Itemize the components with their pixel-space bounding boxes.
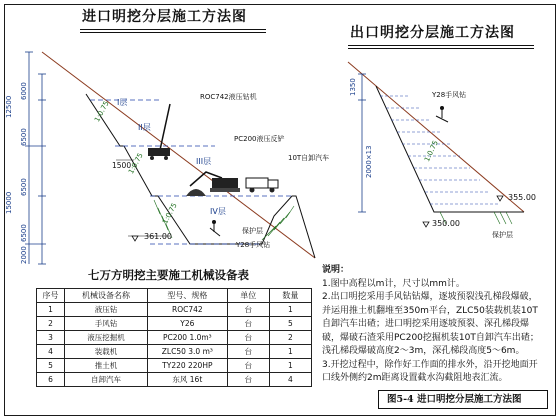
cell: 东风 16t [147,373,227,387]
col-header: 型号、规格 [147,289,227,303]
cell: 台 [227,303,269,317]
offset-1500: 1500 [112,161,132,170]
label-y28-right: Y28手风钻 [432,91,467,99]
dim-6500-c: 6500 [20,224,28,242]
dim-6500-a: 6500 [20,128,28,146]
layer-label-1: I层 [117,98,128,107]
layer-label-4: IV层 [210,207,226,216]
figure-caption: 图5-4 进口明挖分层施工方法图 [387,394,522,405]
slope-ratio-2: 1:0.75 [127,151,145,176]
cell: 台 [227,331,269,345]
right-natural-ground-line [348,62,524,212]
cell: 4 [269,373,311,387]
table-row [37,359,312,373]
cell: 5 [37,359,65,373]
col-header: 单位 [227,289,269,303]
cell: 装载机 [65,345,148,359]
layer-label-3: III层 [196,157,212,166]
col-header: 序号 [37,289,65,303]
elevation-355: 355.00 [508,193,536,202]
slope-ratio-3: 1:0.75 [161,201,179,226]
cell: 2 [37,317,65,331]
cell: 4 [37,345,65,359]
cell: ROC742 [147,303,227,317]
label-y28-left: Y28手风钻 [236,241,271,249]
table-header-row [37,289,312,303]
dim-6500-b: 6500 [20,178,28,196]
right-hand-drill-icon [436,106,448,122]
layer-label-2: II层 [138,123,151,132]
elevation-350: 350.00 [432,219,460,228]
table-row [37,373,312,387]
cell: 1 [37,303,65,317]
dim-2000: 2000 [20,246,28,264]
cell: 1 [269,345,311,359]
caption-box [378,390,548,409]
cell: 液压挖掘机 [65,331,148,345]
slope-ratio-1: 1:0.75 [93,99,111,124]
cell: 台 [227,317,269,331]
cell: 台 [227,373,269,387]
hand-drill-worker-icon [210,220,220,236]
cell: 推土机 [65,359,148,373]
cell: Y26 [147,317,227,331]
notes-block [322,264,544,386]
label-protection-layer-right: 保护层 [492,231,513,239]
right-slope-ratio: 1:0.75 [423,139,440,163]
cell: TY220 220HP [147,359,227,373]
left-diagram-title: 进口明挖分层施工方法图 [82,9,247,25]
cell: 1 [269,359,311,373]
right-bench-lines [380,96,500,204]
equipment-table-title: 七万方明挖主要施工机械设备表 [88,268,249,282]
dump-truck-icon [246,178,278,193]
cell: 1 [269,303,311,317]
cell: 6 [37,373,65,387]
col-header: 机械设备名称 [65,289,148,303]
dim-6000: 6000 [20,82,28,100]
right-dim-2000x13: 2000×13 [365,145,373,178]
table-row [37,303,312,317]
cell: 3 [37,331,65,345]
drill-rig-icon [148,104,170,160]
elevation-marker [132,236,138,241]
label-dump-truck: 10T自卸汽车 [288,154,330,162]
elevation-361: 361.00 [144,232,172,241]
cell: 手风钻 [65,317,148,331]
equipment-table [36,288,312,387]
label-roc742: ROC742液压钻机 [200,93,257,101]
dim-12500: 12500 [5,95,13,118]
cell: 5 [269,317,311,331]
right-elevation-marker-355 [497,196,503,201]
note-item: 1.图中高程以m计，尺寸以mm计。 [322,278,465,289]
dim-15000: 15000 [5,191,13,214]
cell: ZLC50 3.0 m³ [147,345,227,359]
col-header: 数量 [269,289,311,303]
excavator-icon [186,172,240,196]
table-row [37,345,312,359]
notes-heading: 说明： [322,265,350,275]
label-pc200: PC200液压反铲 [234,135,285,143]
right-elevation-marker-350 [423,222,429,227]
right-diagram-title: 出口明挖分层施工方法图 [350,25,515,41]
cell: 2 [269,331,311,345]
cell: PC200 1.0m³ [147,331,227,345]
cell: 台 [227,359,269,373]
right-dim-1350: 1350 [349,78,357,96]
cell: 台 [227,345,269,359]
note-item: 3.开挖过程中，除作好工作面的排水外，沿开挖地面开口线外侧约2m距离设置截水沟截阻地表汇流。 [322,359,538,383]
note-item: 2.出口明挖采用手风钻钻爆，逐坡预裂浅孔梯段爆破，并运用推土机翻堆至350m平台，ZLC50装载机装10T自卸汽车出碴；进口明挖采用逐坡预裂、深孔梯段爆破，爆破石渣采用PC200挖掘机装10T自卸汽车出碴；浅孔梯段爆破高度2～3m，深孔梯段高度5～6m。 [322,292,539,356]
label-protection-layer-left: 保护层 [242,227,263,235]
table-row [37,331,312,345]
cell: 液压钻 [65,303,148,317]
table-row [37,317,312,331]
cell: 自卸汽车 [65,373,148,387]
